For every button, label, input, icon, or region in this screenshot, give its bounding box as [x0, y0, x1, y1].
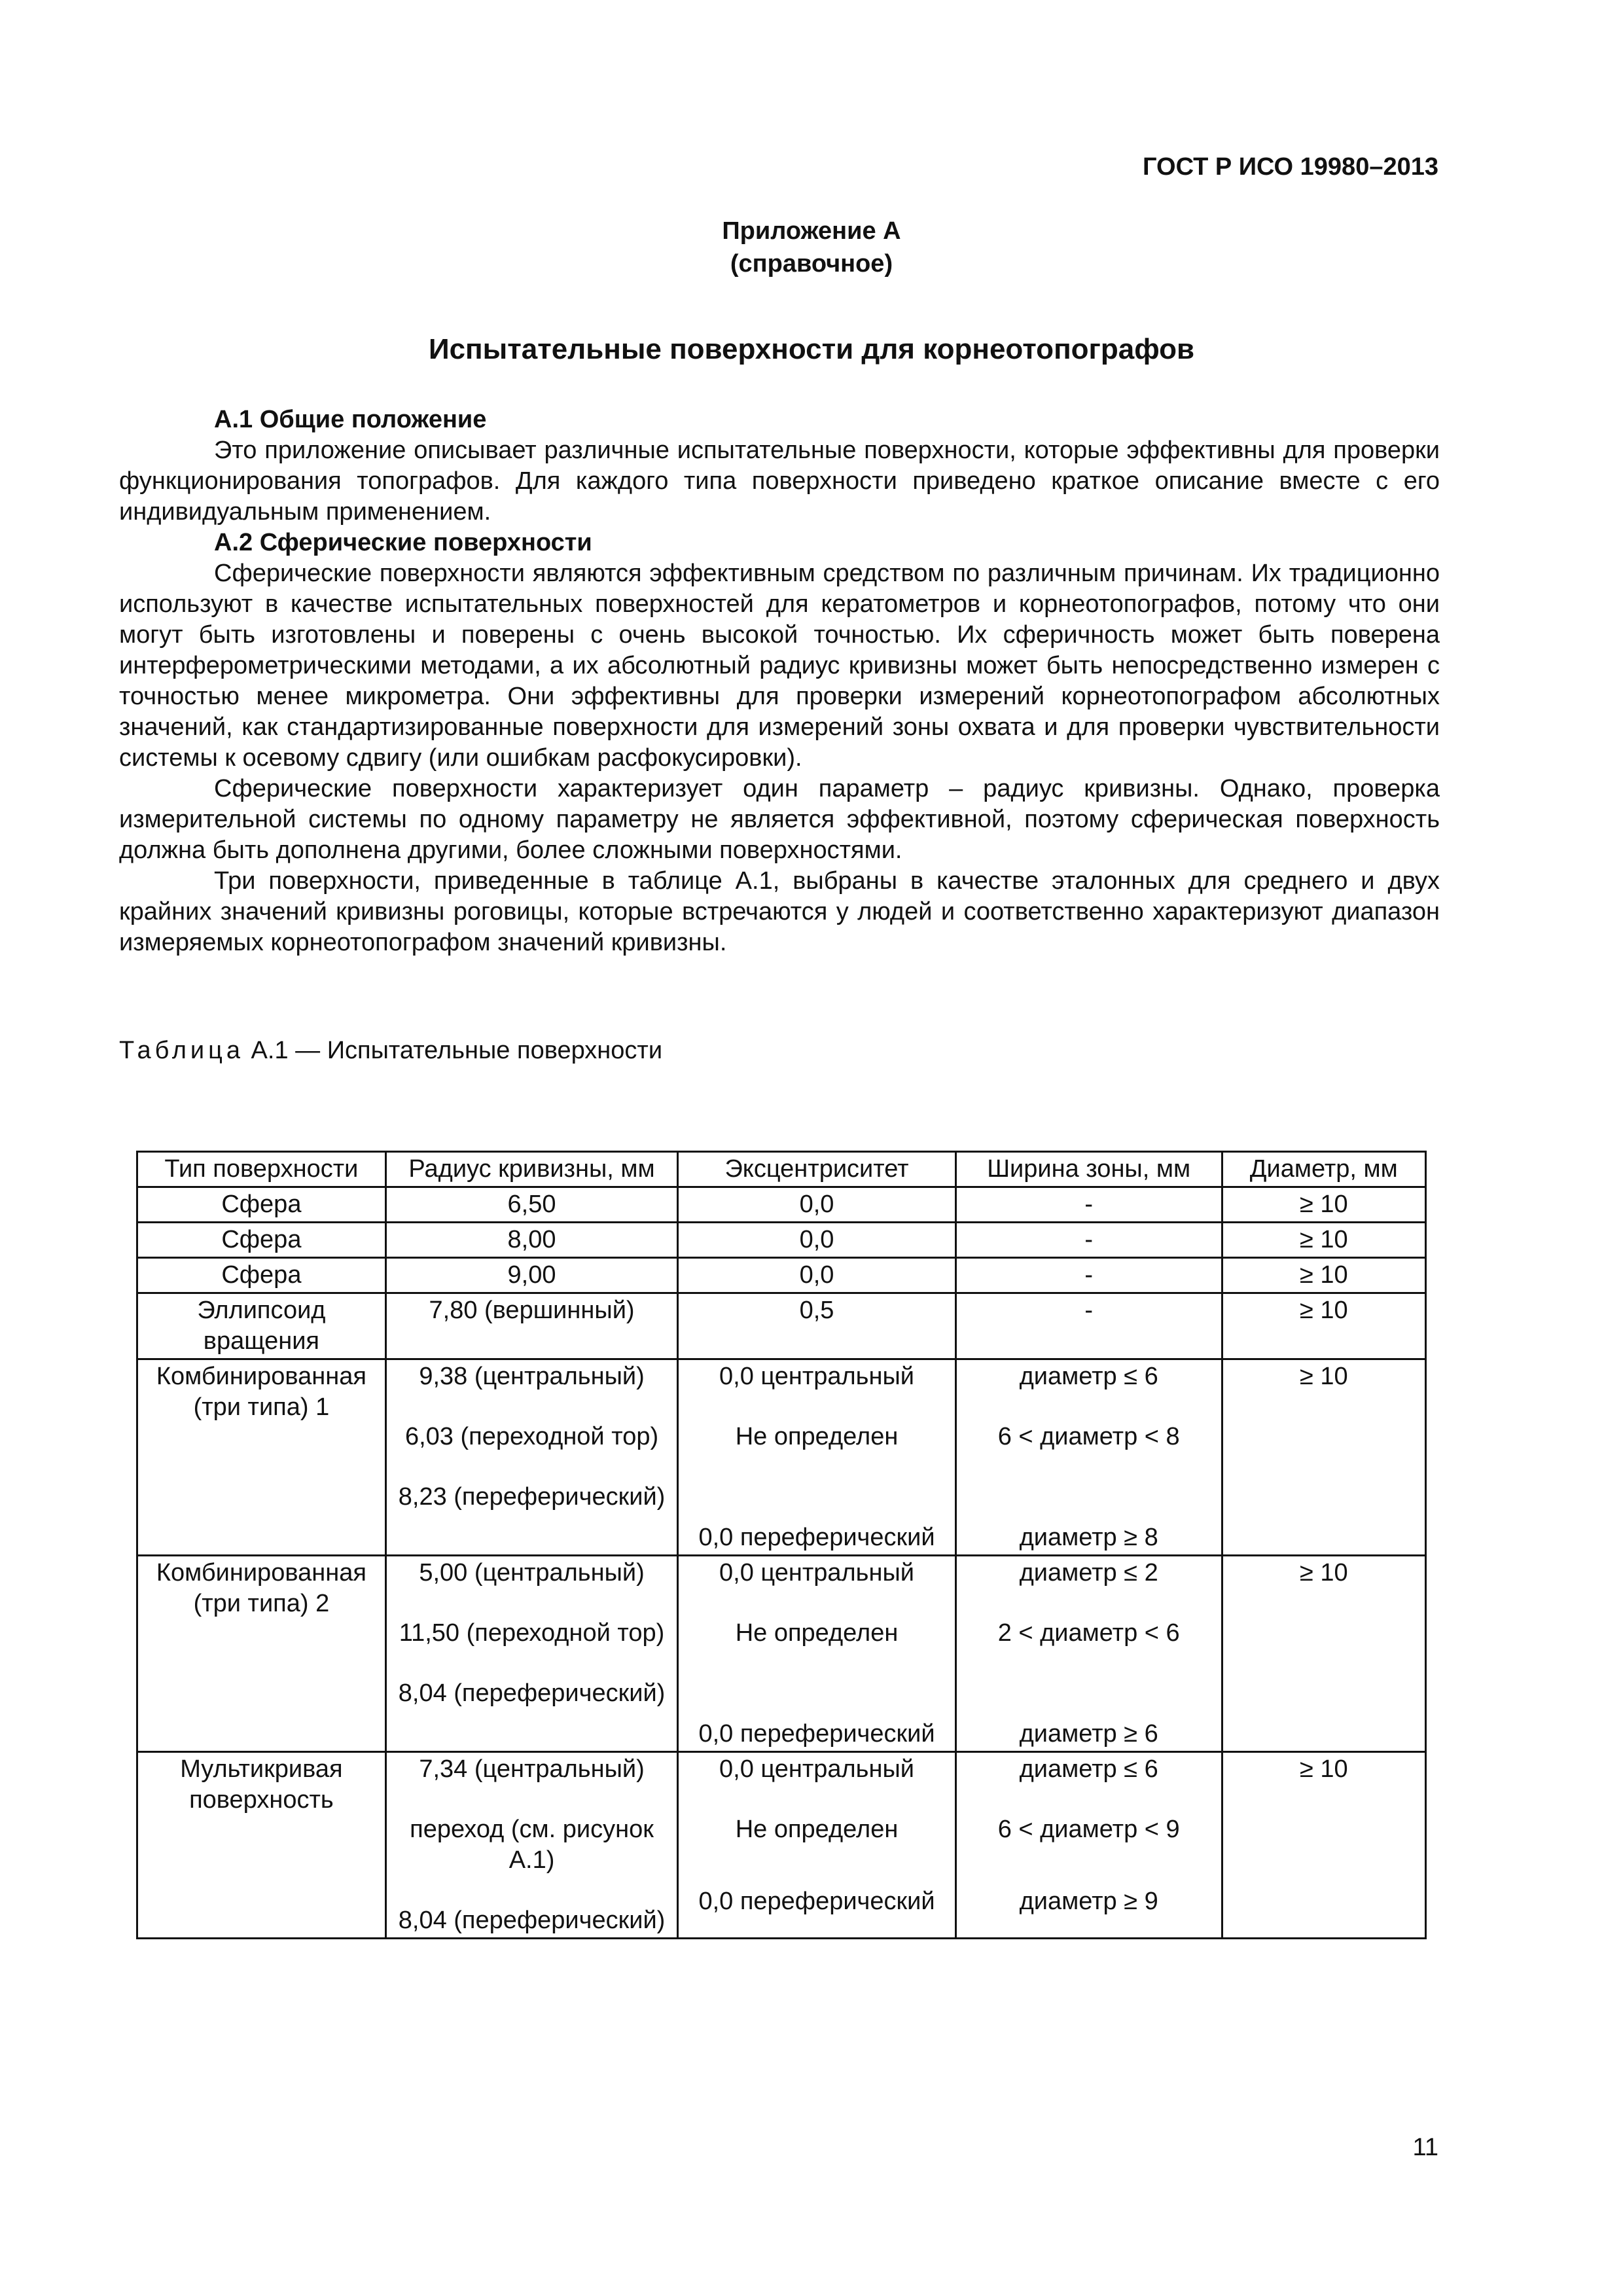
cell-zone — [955, 1556, 1222, 1752]
cell-zone: - — [955, 1293, 1222, 1359]
cell-radius: 9,00 — [385, 1258, 677, 1293]
zone-transition: 6 < диаметр < 9 — [997, 1816, 1180, 1843]
cell-type: Комбинированная (три типа) 1 — [137, 1359, 386, 1556]
cell-eccentricity — [678, 1752, 955, 1939]
cell-diameter: ≥ 10 — [1222, 1258, 1425, 1293]
radius-transition: переход (см. рисунок А.1) — [410, 1816, 654, 1874]
radius-peripheral: 8,04 (переферический) — [398, 1679, 666, 1707]
table-row — [137, 1223, 1426, 1258]
zone-central: диаметр ≤ 6 — [1019, 1363, 1158, 1390]
cell-type: Комбинированная (три типа) 2 — [137, 1556, 386, 1752]
table-row — [137, 1187, 1426, 1223]
cell-radius — [385, 1359, 677, 1556]
ecc-transition: Не определен — [735, 1816, 899, 1843]
zone-central: диаметр ≤ 2 — [1019, 1559, 1158, 1587]
annex-label: Приложение А — [722, 217, 901, 245]
zone-peripheral: диаметр ≥ 8 — [1019, 1524, 1158, 1551]
page-number: 11 — [1412, 2134, 1438, 2161]
cell-radius — [385, 1556, 677, 1752]
section-heading: А.2 Сферические поверхности — [214, 529, 592, 556]
ecc-transition: Не определен — [735, 1619, 899, 1647]
cell-radius — [385, 1752, 677, 1939]
cell-zone — [955, 1359, 1222, 1556]
radius-transition: 6,03 (переходной тор) — [404, 1423, 659, 1450]
radius-central: 9,38 (центральный) — [419, 1363, 645, 1390]
table-caption-label: Таблица — [119, 1037, 244, 1064]
radius-central: 7,34 (центральный) — [419, 1755, 645, 1783]
cell-diameter: ≥ 10 — [1222, 1359, 1425, 1556]
paragraph: Три поверхности, приведенные в таблице А.1, выбраны в качестве эталонных для среднего и двух крайних значений кривизны роговицы, которые встречаются у людей и соответственно характеризуют диапазон измеряемых корнеотопографом значений кривизны. — [119, 867, 1440, 956]
table-row-complex — [137, 1752, 1426, 1939]
table-row — [137, 1258, 1426, 1293]
radius-transition: 11,50 (переходной тор) — [399, 1619, 665, 1647]
cell-eccentricity: 0,5 — [678, 1293, 955, 1359]
cell-eccentricity: 0,0 — [678, 1258, 955, 1293]
annex-heading — [0, 215, 1623, 280]
cell-type: Мультикривая поверхность — [137, 1752, 386, 1939]
ecc-transition: Не определен — [735, 1423, 899, 1450]
document-code: ГОСТ Р ИСО 19980–2013 — [1142, 153, 1438, 181]
cell-diameter: ≥ 10 — [1222, 1187, 1425, 1223]
column-header: Эксцентриситет — [678, 1152, 955, 1187]
column-header: Диаметр, мм — [1222, 1152, 1425, 1187]
cell-diameter: ≥ 10 — [1222, 1556, 1425, 1752]
paragraph: Сферические поверхности характеризует один параметр – радиус кривизны. Однако, проверка измерительной системы по одному параметру не является эффективной, поэтому сферическая поверхность должна быть дополнена другими, более сложными поверхностями. — [119, 775, 1440, 864]
cell-radius: 6,50 — [385, 1187, 677, 1223]
cell-diameter: ≥ 10 — [1222, 1223, 1425, 1258]
cell-diameter: ≥ 10 — [1222, 1293, 1425, 1359]
cell-zone: - — [955, 1223, 1222, 1258]
ecc-peripheral: 0,0 переферический — [698, 1524, 935, 1551]
zone-central: диаметр ≤ 6 — [1019, 1755, 1158, 1783]
table-row-complex — [137, 1556, 1426, 1752]
cell-eccentricity — [678, 1359, 955, 1556]
cell-diameter: ≥ 10 — [1222, 1752, 1425, 1939]
zone-transition: 6 < диаметр < 8 — [997, 1423, 1180, 1450]
cell-radius: 8,00 — [385, 1223, 677, 1258]
ecc-central: 0,0 центральный — [719, 1363, 915, 1390]
paragraph: Это приложение описывает различные испытательные поверхности, которые эффективны для проверки функционирования топографов. Для каждого типа поверхности приведено краткое описание вместе с его индивидуальным применением. — [119, 437, 1440, 526]
zone-peripheral: диаметр ≥ 6 — [1019, 1720, 1158, 1748]
table-row-complex — [137, 1359, 1426, 1556]
table-caption-text: А.1 — Испытательные поверхности — [244, 1037, 663, 1064]
cell-zone: - — [955, 1187, 1222, 1223]
annex-title: Испытательные поверхности для корнеотопографов — [428, 333, 1195, 365]
column-header: Тип поверхности — [137, 1152, 386, 1187]
cell-eccentricity: 0,0 — [678, 1223, 955, 1258]
cell-type: Сфера — [137, 1258, 386, 1293]
column-header: Радиус кривизны, мм — [385, 1152, 677, 1187]
cell-type: Сфера — [137, 1223, 386, 1258]
cell-eccentricity: 0,0 — [678, 1187, 955, 1223]
table-caption — [119, 1035, 662, 1066]
test-surfaces-table — [136, 1151, 1427, 1939]
cell-zone: - — [955, 1258, 1222, 1293]
cell-radius: 7,80 (вершинный) — [385, 1293, 677, 1359]
radius-peripheral: 8,04 (переферический) — [398, 1907, 666, 1934]
cell-type: Сфера — [137, 1187, 386, 1223]
ecc-peripheral: 0,0 переферический — [698, 1720, 935, 1748]
ecc-central: 0,0 центральный — [719, 1755, 915, 1783]
annex-type: (справочное) — [730, 250, 893, 278]
cell-eccentricity — [678, 1556, 955, 1752]
cell-zone — [955, 1752, 1222, 1939]
body-text — [119, 404, 1440, 958]
table-row — [137, 1293, 1426, 1359]
radius-peripheral: 8,23 (переферический) — [398, 1483, 666, 1511]
zone-peripheral: диаметр ≥ 9 — [1019, 1888, 1158, 1915]
paragraph: Сферические поверхности являются эффективным средством по различным причинам. Их традиционно используют в качестве испытательных поверхностей для кератометров и корнеотопографов, потому что они могут быть изготовлены и поверены с очень высокой точностью. Их сферичность может быть поверена интерферометрическими методами, а их абсолютный радиус кривизны может быть непосредственно измерен с точностью менее микрометра. Они эффективны для проверки измерений корнеотопографом абсолютных значений, как стандартизированные поверхности для измерений зоны охвата и для проверки чувствительности системы к осевому сдвигу (или ошибкам расфокусировки). — [119, 560, 1440, 772]
column-header: Ширина зоны, мм — [955, 1152, 1222, 1187]
radius-central: 5,00 (центральный) — [419, 1559, 645, 1587]
ecc-peripheral: 0,0 переферический — [698, 1888, 935, 1915]
cell-type: Эллипсоид вращения — [137, 1293, 386, 1359]
ecc-central: 0,0 центральный — [719, 1559, 915, 1587]
zone-transition: 2 < диаметр < 6 — [997, 1619, 1180, 1647]
section-heading: А.1 Общие положение — [214, 406, 487, 433]
table-header-row — [137, 1152, 1426, 1187]
